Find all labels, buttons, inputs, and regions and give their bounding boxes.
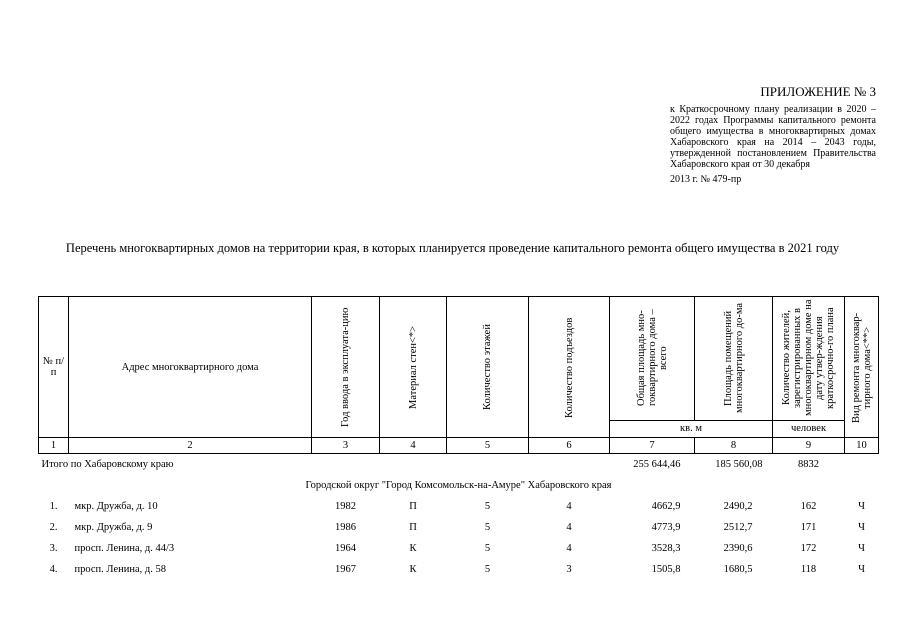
col-number: 8 [695, 438, 773, 454]
header-unit-people: человек [773, 420, 845, 437]
row-address: просп. Ленина, д. 44/3 [74, 543, 175, 554]
row-residents: 171 [800, 522, 817, 533]
row-material: К [409, 564, 417, 575]
row-material: К [409, 543, 417, 554]
appendix-resolution-number: 2013 г. № 479-пр [670, 174, 742, 185]
row-year: 1967 [335, 564, 356, 575]
row-address: мкр. Дружба, д. 10 [74, 501, 158, 512]
total-area-value: 255 644,46 [633, 459, 681, 470]
row-address: просп. Ленина, д. 58 [74, 564, 166, 575]
row-repair: Ч [858, 543, 865, 554]
header-year: Год ввода в эксплуата-цию [340, 307, 351, 427]
col-number: 4 [380, 438, 447, 454]
row-address: мкр. Дружба, д. 9 [74, 522, 153, 533]
total-row [39, 454, 879, 476]
row-residents: 118 [800, 564, 817, 575]
table-row [39, 559, 879, 580]
row-num: 2. [49, 522, 58, 533]
row-premises-area: 2512,7 [723, 522, 753, 533]
appendix-block [670, 86, 876, 185]
header-repair-type: Вид ремонта многоквар-тирного дома<**> [850, 311, 873, 423]
row-floors: 5 [484, 522, 491, 533]
row-year: 1964 [335, 543, 356, 554]
total-residents-value: 8832 [798, 459, 819, 470]
row-year: 1982 [335, 501, 356, 512]
row-residents: 162 [800, 501, 817, 512]
row-repair: Ч [858, 501, 865, 512]
col-number: 7 [610, 438, 695, 454]
header-address: Адрес многоквартирного дома [69, 297, 312, 438]
row-premises-area: 2390,6 [723, 543, 753, 554]
buildings-table [38, 296, 879, 580]
row-total-area: 4662,9 [651, 501, 681, 512]
document-title: Перечень многоквартирных домов на территории края, в которых планируется проведение капитального ремонта общего имущества в 2021 году [65, 241, 840, 255]
row-material: П [409, 501, 417, 512]
col-number: 5 [447, 438, 529, 454]
table-row [39, 517, 879, 538]
header-residents: Количество жителей, зарегистрированных в многоквартирном доме на дату утвер-ждения краткосрочно-го плана [781, 300, 836, 417]
header-total-area: Общая площадь мно-гоквартирного дома – всего [635, 310, 669, 407]
row-floors: 5 [484, 501, 491, 512]
header-row [39, 297, 879, 421]
table-row [39, 496, 879, 517]
row-year: 1986 [335, 522, 356, 533]
header-premises-area: Площадь помещений многоквартирного до-ма [722, 303, 745, 414]
row-total-area: 1505,8 [651, 564, 681, 575]
col-number: 2 [69, 438, 312, 454]
row-residents: 172 [800, 543, 817, 554]
total-premises-value: 185 560,08 [715, 459, 763, 470]
appendix-text: к Краткосрочному плану реализации в 2020 – 2022 годах Программы капитального ремонта общего имущества в многоквартирных домах Хабаровского края на 2014 – 2043 годы, утвержденной постановлением Правительства Хабаровского края от 30 декабря [670, 104, 876, 170]
col-number: 9 [773, 438, 845, 454]
row-num: 4. [49, 564, 58, 575]
row-num: 1. [49, 501, 58, 512]
row-repair: Ч [858, 564, 865, 575]
header-unit-area: кв. м [610, 420, 773, 437]
row-premises-area: 2490,2 [723, 501, 753, 512]
col-number: 1 [39, 438, 69, 454]
row-floors: 5 [484, 543, 491, 554]
header-floors: Количество этажей [482, 324, 493, 410]
row-repair: Ч [858, 522, 865, 533]
col-number: 6 [529, 438, 610, 454]
row-material: П [409, 522, 417, 533]
row-premises-area: 1680,5 [723, 564, 753, 575]
row-num: 3. [49, 543, 58, 554]
row-entrances: 3 [566, 564, 572, 575]
header-num: № п/п [39, 297, 69, 438]
row-floors: 5 [484, 564, 491, 575]
total-label: Итого по Хабаровскому краю [41, 459, 174, 470]
col-number: 10 [845, 438, 879, 454]
row-entrances: 4 [566, 543, 572, 554]
appendix-heading: ПРИЛОЖЕНИЕ № 3 [760, 84, 876, 99]
group-row [39, 475, 879, 496]
row-total-area: 3528,3 [651, 543, 681, 554]
table-row [39, 538, 879, 559]
row-entrances: 4 [566, 522, 572, 533]
row-total-area: 4773,9 [651, 522, 681, 533]
group-label: Городской округ "Город Комсомольск-на-Амуре" Хабаровского края [305, 480, 612, 491]
header-material: Материал стен<*> [407, 325, 419, 409]
row-entrances: 4 [566, 501, 572, 512]
header-entrances: Количество подъездов [563, 316, 575, 418]
column-numbers-row [39, 438, 879, 454]
col-number: 3 [312, 438, 380, 454]
